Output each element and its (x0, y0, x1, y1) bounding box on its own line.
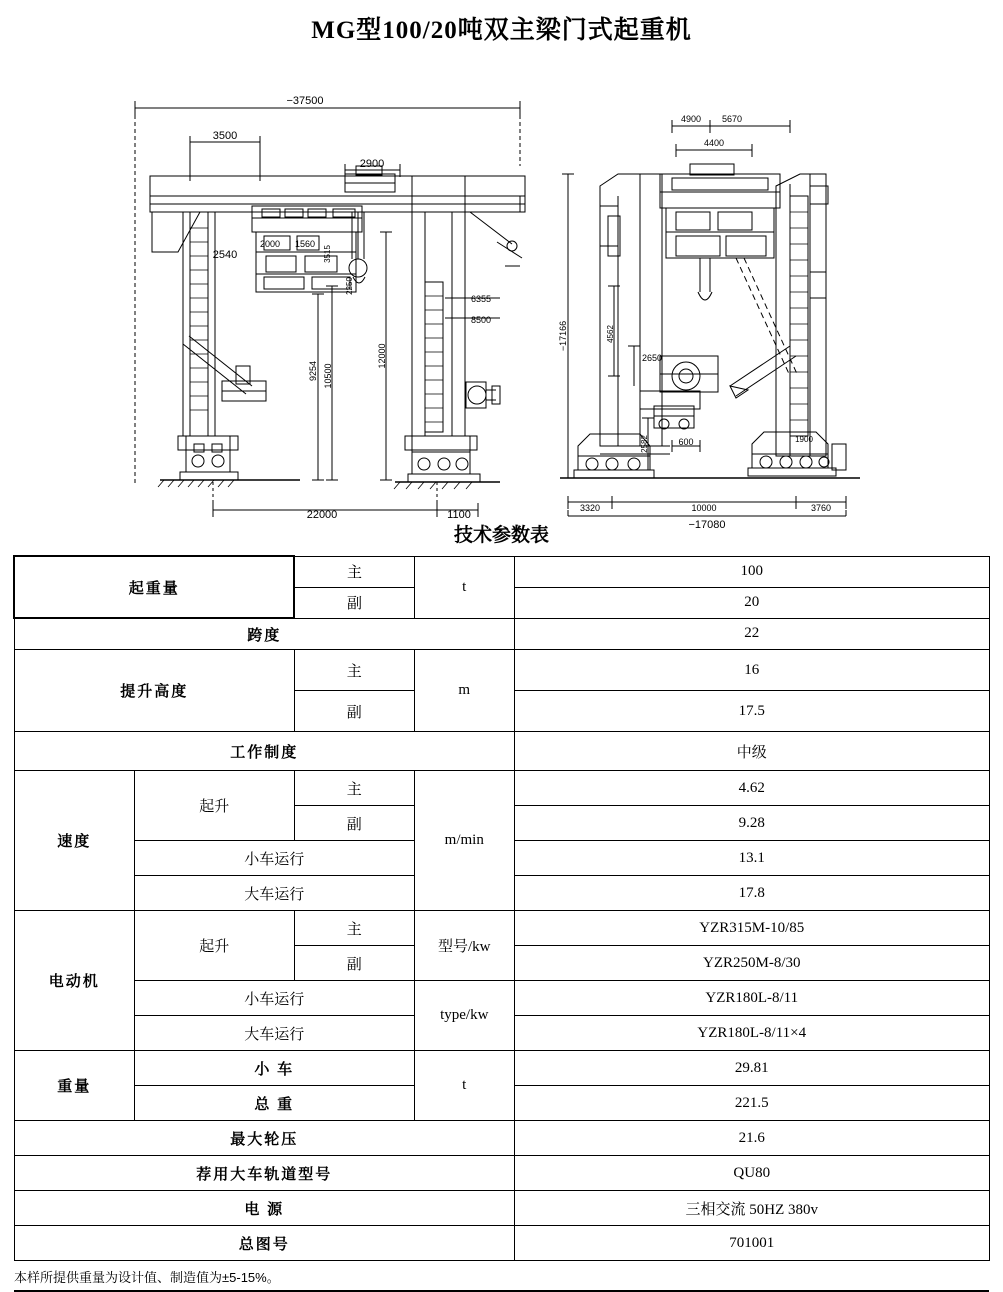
dim-9254: 9254 (308, 360, 318, 382)
table-row (14, 1226, 989, 1261)
cell-unit-t: t (414, 556, 514, 618)
dim-12000: 12000 (377, 343, 387, 369)
row-label-drawing-no: 总图号 (14, 1226, 514, 1261)
dim-3515: 3515 (323, 245, 332, 263)
cell-value-speed-crane: 17.8 (514, 876, 989, 911)
dim-3500: 3500 (212, 130, 238, 142)
cell-value-cap-aux: 20 (514, 587, 989, 618)
dim-10500: 10500 (323, 363, 333, 389)
table-row (14, 1191, 989, 1226)
dim-4400: 4400 (703, 138, 725, 148)
cell-value-weight-total: 221.5 (514, 1086, 989, 1121)
cell-sub-hoist: 起升 (134, 911, 294, 981)
dim-2650: 2650 (641, 353, 663, 363)
row-label-duty: 工作制度 (14, 732, 514, 771)
dim-22000: 22000 (306, 509, 338, 521)
dim-8500: 8500 (470, 315, 492, 325)
dim-4900: 4900 (680, 114, 702, 124)
cell-value-span: 22 (514, 618, 989, 650)
dim-1900: 1900 (795, 435, 813, 444)
dim-17166: −17166 (558, 320, 568, 352)
dim-2250: 2250 (345, 277, 354, 295)
dim-2900: 2900 (359, 158, 385, 170)
dim-2000: 2000 (259, 239, 281, 249)
table-row (14, 1121, 989, 1156)
cell-sub-total: 总 重 (134, 1086, 414, 1121)
cell-unit-t: t (414, 1051, 514, 1121)
row-label-rail-type: 荐用大车轨道型号 (14, 1156, 514, 1191)
cell-value-lift-aux: 17.5 (514, 691, 989, 732)
cell-unit-mmin: m/min (414, 771, 514, 911)
row-label-weight: 重量 (14, 1051, 134, 1121)
table-row (14, 911, 989, 946)
cell-sub-trolley-travel: 小车运行 (134, 841, 414, 876)
cell-unit-type-kw: type/kw (414, 981, 514, 1051)
cell-value-duty: 中级 (514, 732, 989, 771)
dim-1100: 1100 (447, 509, 471, 521)
cell-value-rail-type: QU80 (514, 1156, 989, 1191)
table-row (14, 981, 989, 1016)
dim-4562: 4562 (606, 325, 615, 343)
cell-sub-main: 主 (294, 556, 414, 587)
cell-value-weight-trolley: 29.81 (514, 1051, 989, 1086)
dim-5670: 5670 (721, 114, 743, 124)
dim-2540: 2540 (212, 249, 238, 261)
row-label-power: 电 源 (14, 1191, 514, 1226)
footnote: 本样所提供重量为设计值、制造值为±5-15%。 (14, 1270, 280, 1285)
cell-unit-m: m (414, 650, 514, 732)
spec-table (13, 555, 990, 1261)
cell-unit-model-kw: 型号/kw (414, 911, 514, 981)
page-title: MG型100/20吨双主梁门式起重机 (311, 17, 692, 44)
cell-value-motor-trolley: YZR180L-8/11 (514, 981, 989, 1016)
cell-sub-trolley: 小 车 (134, 1051, 414, 1086)
cell-sub-aux: 副 (294, 587, 414, 618)
table-row (14, 732, 989, 771)
cell-sub-aux: 副 (294, 946, 414, 981)
cell-value-motor-hoist-main: YZR315M-10/85 (514, 911, 989, 946)
cell-value-lift-main: 16 (514, 650, 989, 691)
cell-sub-main: 主 (294, 771, 414, 806)
cell-sub-trolley-travel: 小车运行 (134, 981, 414, 1016)
cell-value-speed-hoist-main: 4.62 (514, 771, 989, 806)
table-row (14, 1051, 989, 1086)
dim-37500: −37500 (286, 95, 324, 107)
row-label-span: 跨度 (14, 618, 514, 650)
table-row (14, 1156, 989, 1191)
cell-value-speed-trolley: 13.1 (514, 841, 989, 876)
cell-value-motor-crane: YZR180L-8/11×4 (514, 1016, 989, 1051)
technical-drawing (0, 46, 1003, 531)
cell-value-cap-main: 100 (514, 556, 989, 587)
dim-3760: 3760 (810, 503, 832, 513)
row-label-max-wheel-load: 最大轮压 (14, 1121, 514, 1156)
cell-sub-crane-travel: 大车运行 (134, 876, 414, 911)
row-label-motor: 电动机 (14, 911, 134, 1051)
drawing-svg (0, 46, 1003, 531)
table-row (14, 556, 989, 587)
cell-sub-hoist: 起升 (134, 771, 294, 841)
dim-6355: 6355 (470, 294, 492, 304)
cell-value-power: 三相交流 50HZ 380v (514, 1191, 989, 1226)
table-row (14, 650, 989, 691)
cell-value-motor-hoist-aux: YZR250M-8/30 (514, 946, 989, 981)
cell-value-max-wheel-load: 21.6 (514, 1121, 989, 1156)
row-label-capacity: 起重量 (14, 556, 294, 618)
dim-17080: −17080 (688, 519, 726, 531)
dim-2582: 2582 (640, 435, 649, 453)
dim-1560: 1560 (294, 239, 316, 249)
cell-sub-aux: 副 (294, 806, 414, 841)
dim-3320: 3320 (579, 503, 601, 513)
spec-table-title: 技术参数表 (453, 525, 549, 546)
cell-sub-crane-travel: 大车运行 (134, 1016, 414, 1051)
row-label-lift-height: 提升高度 (14, 650, 294, 732)
table-row (14, 618, 989, 650)
table-row (14, 771, 989, 806)
row-label-speed: 速度 (14, 771, 134, 911)
dim-600: 600 (678, 437, 694, 447)
cell-value-drawing-no: 701001 (514, 1226, 989, 1261)
cell-sub-aux: 副 (294, 691, 414, 732)
dim-10000: 10000 (691, 503, 717, 513)
cell-sub-main: 主 (294, 650, 414, 691)
cell-sub-main: 主 (294, 911, 414, 946)
cell-value-speed-hoist-aux: 9.28 (514, 806, 989, 841)
